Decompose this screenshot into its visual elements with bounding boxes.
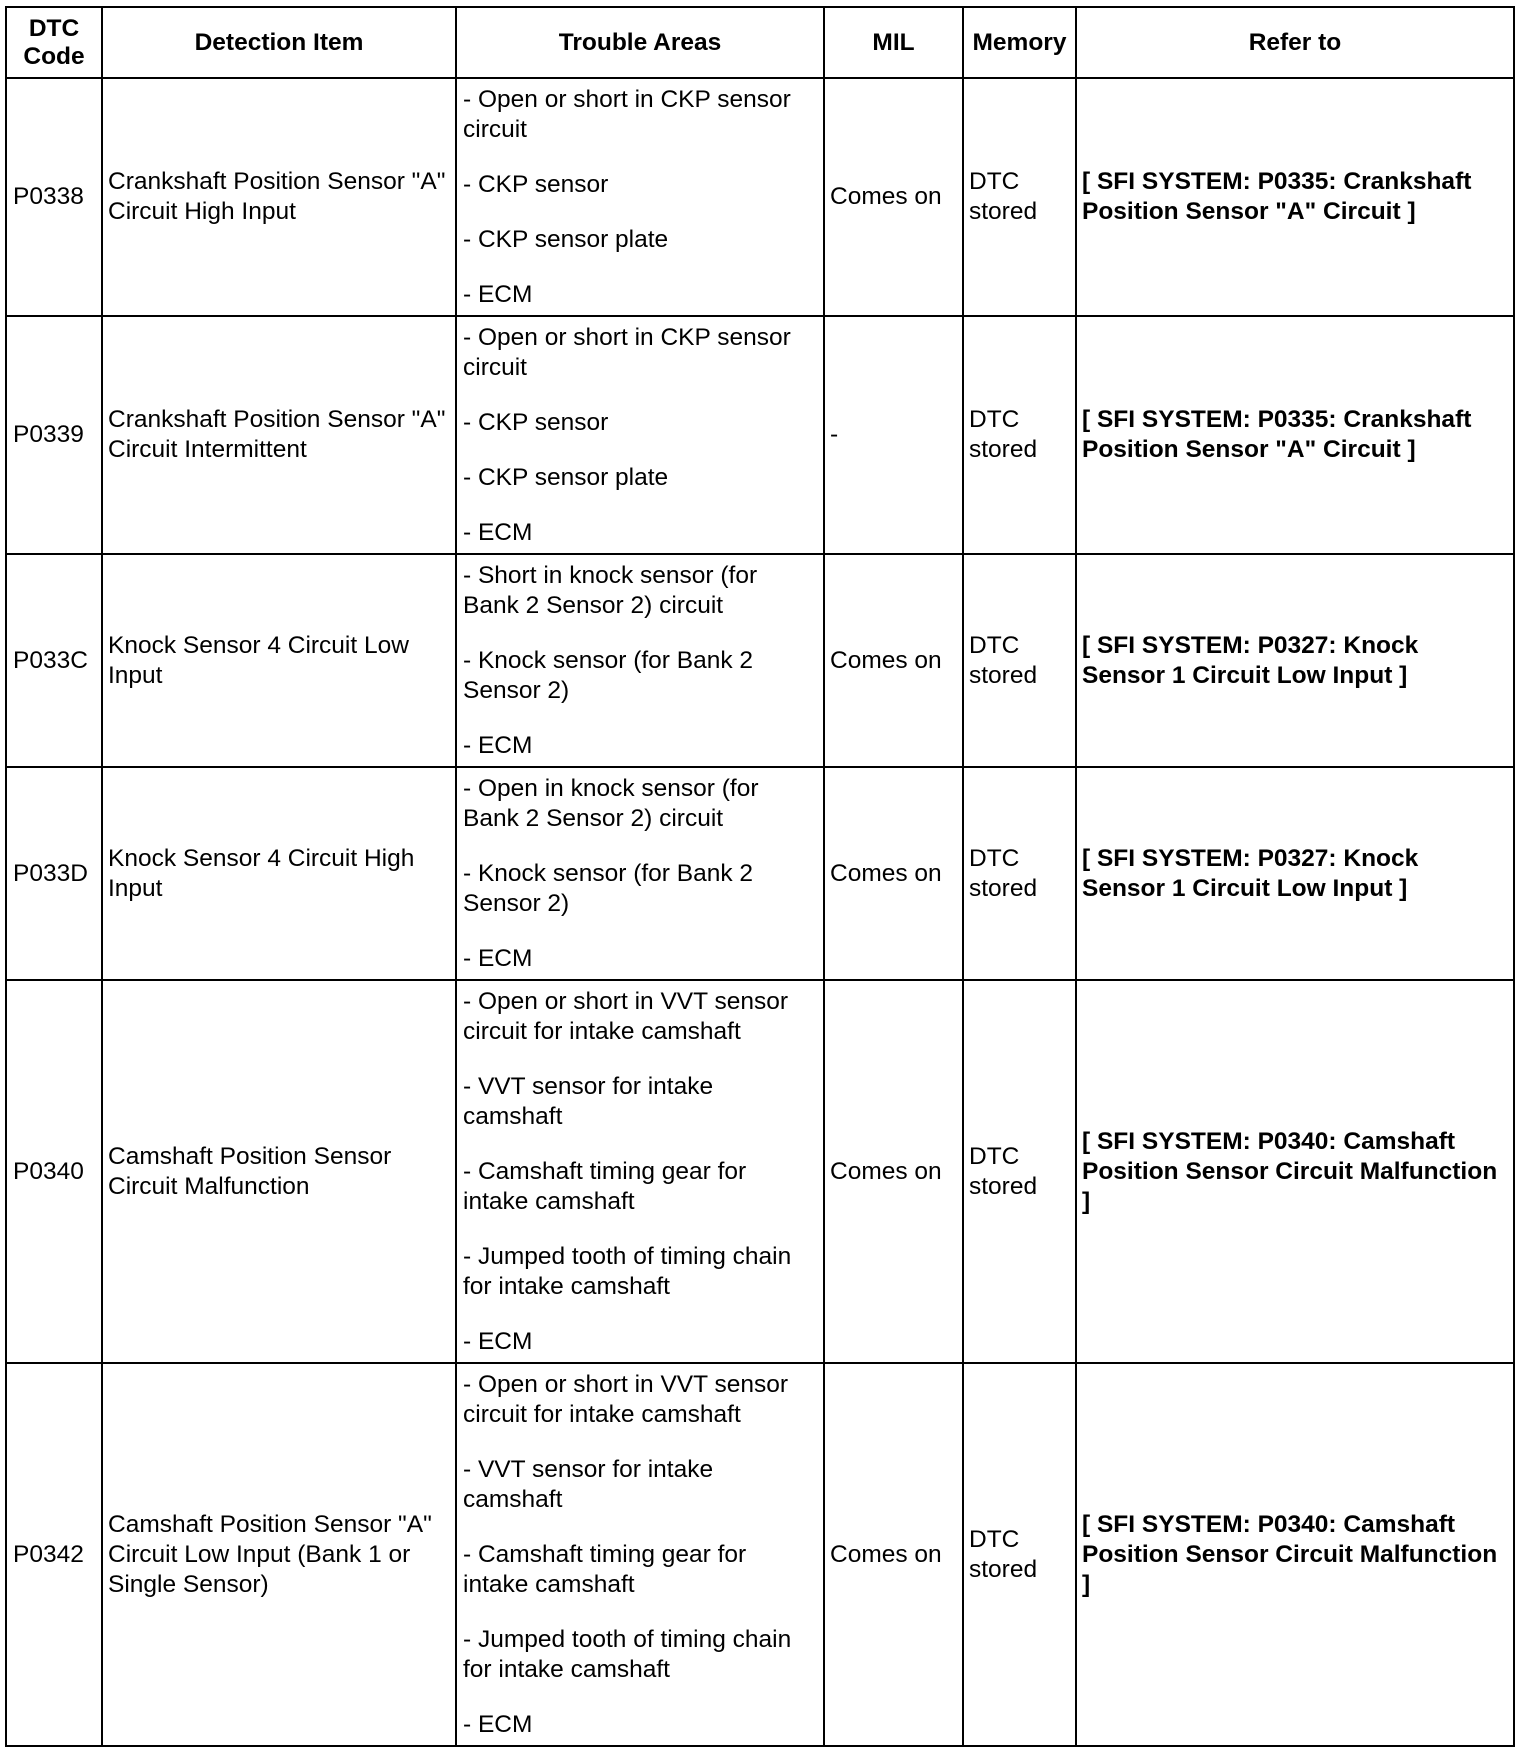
- trouble-areas: [456, 767, 824, 980]
- trouble-item: - ECM: [463, 732, 533, 759]
- refer-to-link[interactable]: [ SFI SYSTEM: P0327: Knock Sensor 1 Circuit Low Input ]: [1076, 767, 1514, 980]
- dtc-code: P0340: [6, 980, 102, 1363]
- trouble-item: - Open or short in CKP sensor circuit: [463, 324, 791, 381]
- refer-to-link[interactable]: [ SFI SYSTEM: P0340: Camshaft Position Sensor Circuit Malfunction ]: [1076, 1363, 1514, 1746]
- trouble-areas: [456, 1363, 824, 1746]
- dtc-table-container: [5, 6, 1513, 1747]
- detection-item: Camshaft Position Sensor Circuit Malfunction: [102, 980, 456, 1363]
- trouble-item: - CKP sensor: [463, 409, 609, 436]
- header-detection-item: Detection Item: [102, 7, 456, 78]
- trouble-areas: [456, 78, 824, 316]
- memory-status: DTC stored: [963, 767, 1076, 980]
- trouble-item: - Camshaft timing gear for intake camshaft: [463, 1541, 747, 1598]
- dtc-code: P033D: [6, 767, 102, 980]
- table-row: [6, 78, 1514, 316]
- trouble-item: - ECM: [463, 1328, 533, 1355]
- mil-status: Comes on: [824, 980, 963, 1363]
- memory-status: DTC stored: [963, 980, 1076, 1363]
- trouble-item: - Jumped tooth of timing chain for intake camshaft: [463, 1626, 792, 1683]
- trouble-item: - Open or short in VVT sensor circuit for intake camshaft: [463, 1371, 788, 1428]
- trouble-item: - Open in knock sensor (for Bank 2 Sensor 2) circuit: [463, 775, 759, 832]
- detection-item: Crankshaft Position Sensor "A" Circuit Intermittent: [102, 316, 456, 554]
- header-dtc-code: DTC Code: [6, 7, 102, 78]
- trouble-item: - ECM: [463, 945, 533, 972]
- mil-status: -: [824, 316, 963, 554]
- table-row: [6, 554, 1514, 767]
- trouble-item: - Knock sensor (for Bank 2 Sensor 2): [463, 647, 754, 704]
- trouble-areas: [456, 316, 824, 554]
- dtc-code: P033C: [6, 554, 102, 767]
- trouble-item: - Open or short in CKP sensor circuit: [463, 86, 791, 143]
- table-row: [6, 316, 1514, 554]
- header-memory: Memory: [963, 7, 1076, 78]
- trouble-item: - CKP sensor plate: [463, 464, 669, 491]
- detection-item: Camshaft Position Sensor "A" Circuit Low Input (Bank 1 or Single Sensor): [102, 1363, 456, 1746]
- trouble-item: - CKP sensor: [463, 171, 609, 198]
- detection-item: Knock Sensor 4 Circuit High Input: [102, 767, 456, 980]
- trouble-areas: [456, 980, 824, 1363]
- table-row: [6, 980, 1514, 1363]
- trouble-item: - ECM: [463, 1711, 533, 1738]
- detection-item: Crankshaft Position Sensor "A" Circuit High Input: [102, 78, 456, 316]
- trouble-item: - ECM: [463, 519, 533, 546]
- refer-to-link[interactable]: [ SFI SYSTEM: P0335: Crankshaft Position Sensor "A" Circuit ]: [1076, 316, 1514, 554]
- dtc-code: P0342: [6, 1363, 102, 1746]
- header-refer-to: Refer to: [1076, 7, 1514, 78]
- dtc-table: [5, 6, 1515, 1747]
- mil-status: Comes on: [824, 1363, 963, 1746]
- detection-item: Knock Sensor 4 Circuit Low Input: [102, 554, 456, 767]
- trouble-item: - Jumped tooth of timing chain for intake camshaft: [463, 1243, 792, 1300]
- mil-status: Comes on: [824, 78, 963, 316]
- trouble-areas: [456, 554, 824, 767]
- trouble-item: - Short in knock sensor (for Bank 2 Sensor 2) circuit: [463, 562, 758, 619]
- mil-status: Comes on: [824, 767, 963, 980]
- memory-status: DTC stored: [963, 554, 1076, 767]
- trouble-item: - Open or short in VVT sensor circuit for intake camshaft: [463, 988, 788, 1045]
- dtc-code: P0339: [6, 316, 102, 554]
- trouble-item: - VVT sensor for intake camshaft: [463, 1456, 714, 1513]
- trouble-item: - VVT sensor for intake camshaft: [463, 1073, 714, 1130]
- memory-status: DTC stored: [963, 78, 1076, 316]
- memory-status: DTC stored: [963, 316, 1076, 554]
- table-row: [6, 767, 1514, 980]
- dtc-code: P0338: [6, 78, 102, 316]
- refer-to-link[interactable]: [ SFI SYSTEM: P0335: Crankshaft Position Sensor "A" Circuit ]: [1076, 78, 1514, 316]
- trouble-item: - Camshaft timing gear for intake camshaft: [463, 1158, 747, 1215]
- header-trouble-areas: Trouble Areas: [456, 7, 824, 78]
- refer-to-link[interactable]: [ SFI SYSTEM: P0327: Knock Sensor 1 Circuit Low Input ]: [1076, 554, 1514, 767]
- table-row: [6, 1363, 1514, 1746]
- memory-status: DTC stored: [963, 1363, 1076, 1746]
- header-mil: MIL: [824, 7, 963, 78]
- trouble-item: - Knock sensor (for Bank 2 Sensor 2): [463, 860, 754, 917]
- trouble-item: - CKP sensor plate: [463, 226, 669, 253]
- mil-status: Comes on: [824, 554, 963, 767]
- trouble-item: - ECM: [463, 281, 533, 308]
- header-row: [6, 7, 1514, 78]
- refer-to-link[interactable]: [ SFI SYSTEM: P0340: Camshaft Position Sensor Circuit Malfunction ]: [1076, 980, 1514, 1363]
